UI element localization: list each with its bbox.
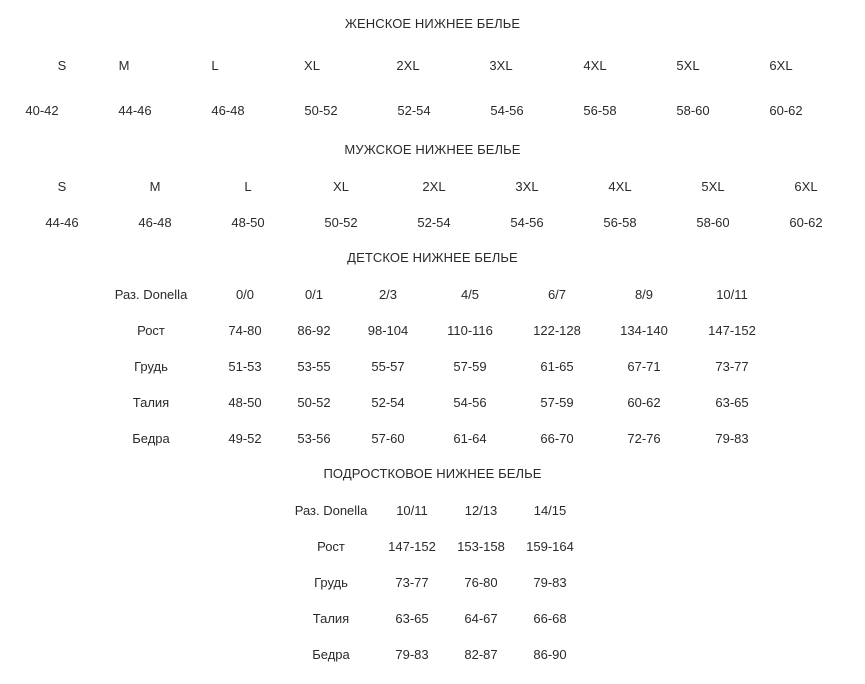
kids-row-label: Раз. Donella bbox=[114, 287, 188, 302]
men-size-range: 50-52 bbox=[324, 215, 358, 230]
kids-row-label: Рост bbox=[137, 323, 165, 338]
men-size-range: 46-48 bbox=[138, 215, 172, 230]
women-size-label: 5XL bbox=[676, 58, 700, 73]
women-section-title: ЖЕНСКОЕ НИЖНЕЕ БЕЛЬЕ bbox=[344, 16, 521, 31]
kids-table-cell: 55-57 bbox=[371, 359, 405, 374]
women-size-range: 40-42 bbox=[25, 103, 59, 118]
teens-table-cell: 147-152 bbox=[388, 539, 436, 554]
men-size-range: 48-50 bbox=[231, 215, 265, 230]
kids-table-cell: 53-55 bbox=[297, 359, 331, 374]
women-size-label: S bbox=[57, 58, 67, 73]
women-size-range: 52-54 bbox=[397, 103, 431, 118]
men-size-label: L bbox=[244, 179, 252, 194]
kids-table-cell: 57-60 bbox=[371, 431, 405, 446]
women-size-label: 6XL bbox=[769, 58, 793, 73]
kids-table-cell: 0/1 bbox=[304, 287, 324, 302]
teens-section-title: ПОДРОСТКОВОЕ НИЖНЕЕ БЕЛЬЕ bbox=[323, 466, 542, 481]
women-size-range: 60-62 bbox=[769, 103, 803, 118]
kids-table-cell: 60-62 bbox=[627, 395, 661, 410]
women-size-label: M bbox=[118, 58, 130, 73]
kids-table-cell: 4/5 bbox=[460, 287, 480, 302]
men-size-label: 2XL bbox=[422, 179, 446, 194]
men-size-range: 56-58 bbox=[603, 215, 637, 230]
kids-row-label: Грудь bbox=[134, 359, 168, 374]
teens-row-label: Раз. Donella bbox=[294, 503, 368, 518]
women-size-range: 54-56 bbox=[490, 103, 524, 118]
teens-table-cell: 64-67 bbox=[464, 611, 498, 626]
kids-table-cell: 0/0 bbox=[235, 287, 255, 302]
teens-row-label: Бедра bbox=[312, 647, 350, 662]
men-size-label: 5XL bbox=[701, 179, 725, 194]
men-size-label: 3XL bbox=[515, 179, 539, 194]
kids-table-cell: 48-50 bbox=[228, 395, 262, 410]
teens-table-cell: 86-90 bbox=[533, 647, 567, 662]
kids-table-cell: 79-83 bbox=[715, 431, 749, 446]
kids-table-cell: 73-77 bbox=[715, 359, 749, 374]
teens-table-cell: 12/13 bbox=[464, 503, 498, 518]
women-size-range: 56-58 bbox=[583, 103, 617, 118]
kids-table-cell: 54-56 bbox=[453, 395, 487, 410]
men-size-label: 6XL bbox=[794, 179, 818, 194]
men-size-range: 60-62 bbox=[789, 215, 823, 230]
teens-table-cell: 73-77 bbox=[395, 575, 429, 590]
teens-table-cell: 82-87 bbox=[464, 647, 498, 662]
men-section-title: МУЖСКОЕ НИЖНЕЕ БЕЛЬЕ bbox=[344, 142, 521, 157]
kids-table-cell: 110-116 bbox=[447, 323, 493, 338]
men-size-range: 58-60 bbox=[696, 215, 730, 230]
teens-table-cell: 10/11 bbox=[396, 503, 428, 518]
kids-table-cell: 122-128 bbox=[533, 323, 581, 338]
kids-table-cell: 134-140 bbox=[620, 323, 668, 338]
men-size-range: 44-46 bbox=[45, 215, 79, 230]
men-size-label: 4XL bbox=[608, 179, 632, 194]
women-size-label: 2XL bbox=[396, 58, 420, 73]
kids-table-cell: 49-52 bbox=[228, 431, 262, 446]
kids-table-cell: 53-56 bbox=[297, 431, 331, 446]
men-size-range: 52-54 bbox=[417, 215, 451, 230]
men-size-label: M bbox=[149, 179, 161, 194]
kids-table-cell: 6/7 bbox=[547, 287, 567, 302]
women-size-label: 4XL bbox=[583, 58, 607, 73]
kids-table-cell: 50-52 bbox=[297, 395, 331, 410]
women-size-label: L bbox=[211, 58, 219, 73]
kids-table-cell: 51-53 bbox=[228, 359, 262, 374]
kids-row-label: Талия bbox=[132, 395, 170, 410]
teens-table-cell: 66-68 bbox=[533, 611, 567, 626]
women-size-range: 50-52 bbox=[304, 103, 338, 118]
women-size-range: 44-46 bbox=[118, 103, 152, 118]
kids-table-cell: 2/3 bbox=[378, 287, 398, 302]
women-size-range: 46-48 bbox=[211, 103, 245, 118]
teens-row-label: Талия bbox=[312, 611, 350, 626]
kids-table-cell: 63-65 bbox=[715, 395, 749, 410]
teens-row-label: Грудь bbox=[314, 575, 348, 590]
kids-table-cell: 8/9 bbox=[634, 287, 654, 302]
kids-section-title: ДЕТСКОЕ НИЖНЕЕ БЕЛЬЕ bbox=[347, 250, 518, 265]
kids-table-cell: 52-54 bbox=[371, 395, 405, 410]
kids-table-cell: 57-59 bbox=[453, 359, 487, 374]
men-size-label: S bbox=[57, 179, 67, 194]
kids-table-cell: 61-65 bbox=[540, 359, 574, 374]
teens-table-cell: 79-83 bbox=[395, 647, 429, 662]
teens-table-cell: 76-80 bbox=[464, 575, 498, 590]
men-size-label: XL bbox=[333, 179, 349, 194]
kids-table-cell: 10/11 bbox=[716, 287, 748, 302]
men-size-range: 54-56 bbox=[510, 215, 544, 230]
kids-table-cell: 61-64 bbox=[453, 431, 487, 446]
teens-table-cell: 159-164 bbox=[526, 539, 574, 554]
teens-row-label: Рост bbox=[317, 539, 345, 554]
kids-table-cell: 147-152 bbox=[708, 323, 756, 338]
women-size-label: 3XL bbox=[489, 58, 513, 73]
kids-table-cell: 67-71 bbox=[627, 359, 661, 374]
women-size-label: XL bbox=[304, 58, 320, 73]
teens-table-cell: 79-83 bbox=[533, 575, 567, 590]
kids-table-cell: 86-92 bbox=[297, 323, 331, 338]
kids-table-cell: 66-70 bbox=[540, 431, 574, 446]
kids-table-cell: 74-80 bbox=[228, 323, 262, 338]
kids-table-cell: 57-59 bbox=[540, 395, 574, 410]
women-size-range: 58-60 bbox=[676, 103, 710, 118]
kids-table-cell: 72-76 bbox=[627, 431, 661, 446]
teens-table-cell: 14/15 bbox=[533, 503, 567, 518]
teens-table-cell: 153-158 bbox=[457, 539, 505, 554]
kids-row-label: Бедра bbox=[132, 431, 170, 446]
teens-table-cell: 63-65 bbox=[395, 611, 429, 626]
kids-table-cell: 98-104 bbox=[367, 323, 409, 338]
